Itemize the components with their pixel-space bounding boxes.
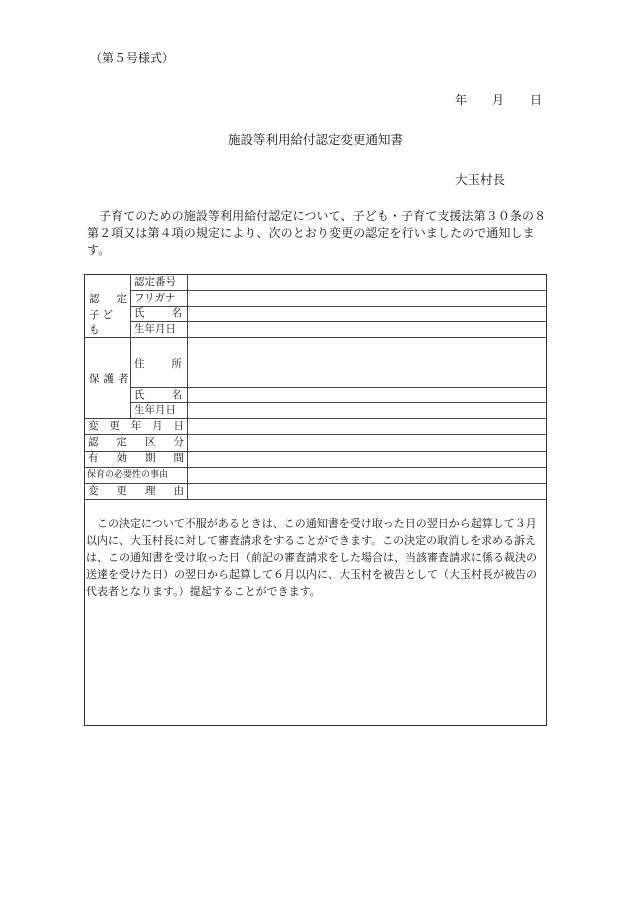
child-group-label-line1: 認 定 [89,293,127,305]
table-divider [130,402,547,403]
table-divider [85,499,547,500]
child-group-label-line2: 子ども [89,309,116,336]
certification-category-label: 認 定 区 分 [88,436,184,448]
table-divider [130,321,547,322]
care-necessity-reason-label: 保育の必要性の事由 [87,470,169,480]
form-number: （第５号様式） [90,51,175,65]
certification-table [84,274,547,726]
change-reason-label: 変 更 理 由 [88,485,184,497]
table-divider [85,467,547,468]
document-title: 施設等利用給付認定変更通知書 [228,132,404,147]
table-divider [130,387,547,388]
guardian-group-label: 保護者 [89,373,133,385]
guardian-birthdate-label: 生年月日 [134,404,176,416]
guardian-name-label: 氏 名 [134,389,182,401]
appeal-notice: この決定について不服があるときは、この通知書を受け取った日の翌日から起算して３月以内に、大玉村長に対して審査請求をすることができます。この決定の取消しを求める訴えは、この通知書を受け取った日（前記の審査請求をした場合は、当該審査請求に係る裁決の送達を受けた日）の翌日から起算して６月以内に、大玉村を被告として（大玉村長が被告の代表者となります。）提起することができます。 [86,517,537,598]
issuer: 大玉村長 [455,172,506,187]
table-divider [130,290,547,291]
valid-period-label: 有 効 期 間 [88,452,184,464]
date-day-label: 日 [530,93,543,107]
date-month-label: 月 [492,93,505,107]
furigana-label: フリガナ [134,292,176,304]
intro-paragraph: 子育てのための施設等利用給付認定について、子ども・子育て支援法第３０条の８第２項又は第４項の規定により、次のとおり変更の認定を行いましたので通知します。 [87,209,547,257]
cert-number-label: 認定番号 [134,276,176,288]
date-year-label: 年 [455,93,468,107]
guardian-address-label: 住 所 [134,358,182,370]
table-divider [85,337,547,338]
change-date-label: 変 更 年 月 日 [88,420,184,432]
table-divider [130,306,547,307]
child-name-label: 氏 名 [134,307,182,319]
child-birthdate-label: 生年月日 [134,323,176,335]
